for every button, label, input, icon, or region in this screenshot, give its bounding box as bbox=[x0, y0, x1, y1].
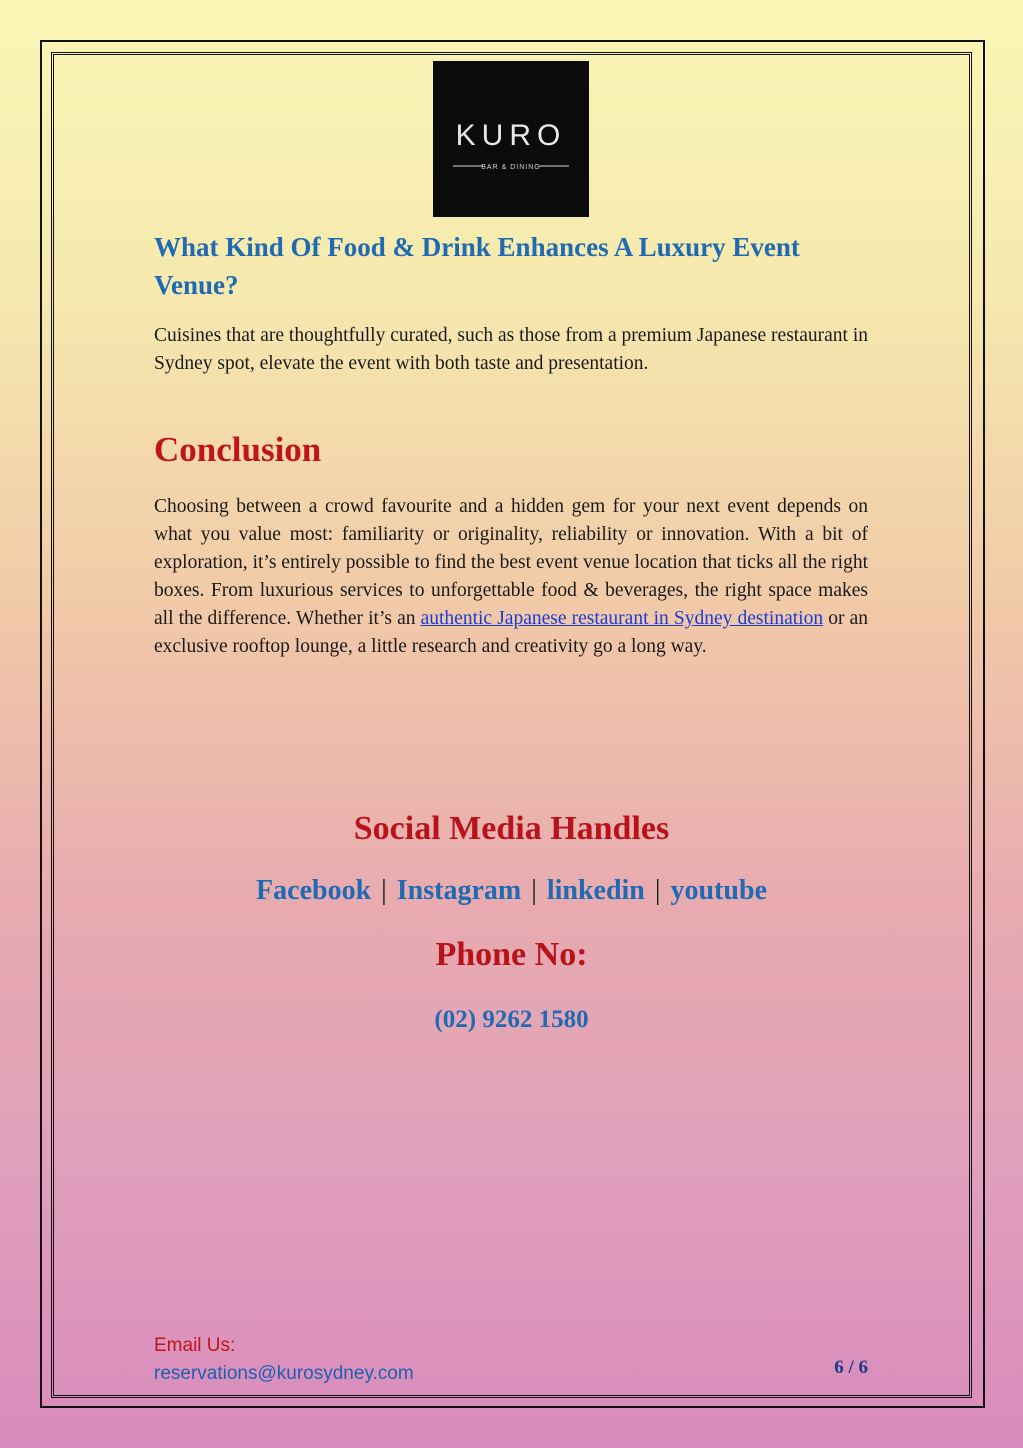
conclusion-heading: Conclusion bbox=[154, 430, 322, 469]
separator: | bbox=[654, 875, 661, 906]
social-media-heading: Social Media Handles bbox=[353, 810, 670, 847]
phone-heading: Phone No: bbox=[435, 936, 588, 973]
social-links-row bbox=[51, 872, 972, 910]
phone-number[interactable]: (02) 9262 1580 bbox=[434, 1006, 589, 1033]
email-label: Email Us: bbox=[154, 1335, 236, 1356]
page-number: 6 / 6 bbox=[834, 1357, 868, 1378]
conclusion-text-after-link: or an exclusive rooftop lounge, a little research and creativity go a long way. bbox=[154, 608, 868, 657]
kuro-logo bbox=[433, 61, 589, 217]
conclusion-text-before-link: Choosing between a crowd favourite and a hidden gem for your next event depends on what you value most: familiarity or originality, reliability or innovation. With a bit of exploration, it’s entirely possible to find the best event venue location that ticks all the right boxes. From luxurious services to unforgettable food & beverages, the right space makes all the difference. Whether it’s an bbox=[154, 496, 868, 629]
section-body-food-drink: Cuisines that are thoughtfully curated, such as those from a premium Japanese restaurant in Sydney spot, elevate the event with both taste and presentation. bbox=[154, 325, 868, 374]
youtube-link[interactable]: youtube bbox=[670, 875, 767, 906]
email-address[interactable]: reservations@kurosydney.com bbox=[154, 1363, 414, 1384]
conclusion-body bbox=[154, 493, 868, 661]
japanese-restaurant-link[interactable]: authentic Japanese restaurant in Sydney destination bbox=[420, 608, 824, 629]
facebook-link[interactable]: Facebook bbox=[256, 875, 372, 906]
linkedin-link[interactable]: linkedin bbox=[546, 875, 645, 906]
section-heading-food-drink: What Kind Of Food & Drink Enhances A Luxury Event Venue? bbox=[154, 232, 800, 300]
separator: | bbox=[381, 875, 387, 906]
instagram-link[interactable]: Instagram bbox=[396, 875, 522, 906]
logo-tagline: BAR & DINING bbox=[481, 164, 541, 171]
separator: | bbox=[531, 875, 537, 906]
logo-brand: KURO bbox=[455, 119, 567, 152]
